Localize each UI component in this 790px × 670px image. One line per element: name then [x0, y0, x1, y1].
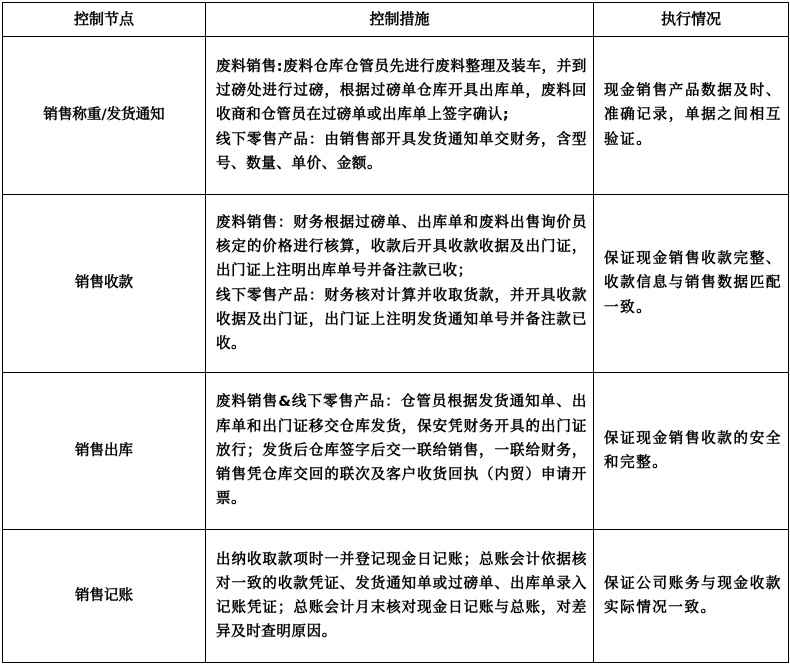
- control-table: [2, 2, 789, 663]
- control-measure-cell: [206, 37, 594, 195]
- control-node-cell: 销售记账: [3, 530, 206, 663]
- measure-paragraph: 废料销售&线下零售产品：仓管员根据发货通知单、出库单和出门证移交仓库发货，保安凭财务开具的出门证放行；发货后仓库签字后交一联给销售，一联给财务，销售凭仓库交回的联次及客户收货回执（内贸）申请开票。: [216, 394, 587, 508]
- control-measure-cell: [206, 373, 594, 530]
- measure-paragraph: 线下零售产品：财务核对计算并收取货款，并开具收款收据及出门证，出门证上注明发货通知单号并备注款已收。: [216, 287, 587, 352]
- execution-status-cell: 现金销售产品数据及时、准确记录，单据之间相互验证。: [594, 37, 789, 195]
- control-node-cell: 销售称重/发货通知: [3, 37, 206, 195]
- measure-paragraph: 废料销售：财务根据过磅单、出库单和废料出售询价员核定的价格进行核算，收款后开具收款收据及出门证，出门证上注明出库单号并备注款已收；: [216, 214, 587, 280]
- table-row: [3, 373, 789, 530]
- header-row: [3, 3, 789, 37]
- header-control-measure: 控制措施: [206, 3, 594, 37]
- control-node-cell: 销售收款: [3, 195, 206, 373]
- table-row: [3, 37, 789, 195]
- header-control-node: 控制节点: [3, 3, 206, 37]
- execution-status-cell: 保证公司账务与现金收款实际情况一致。: [594, 530, 789, 663]
- control-node-cell: 销售出库: [3, 373, 206, 530]
- table-row: [3, 195, 789, 373]
- execution-status-cell: 保证现金销售收款的安全和完整。: [594, 373, 789, 530]
- measure-paragraph: 线下零售产品：由销售部开具发货通知单交财务，含型号、数量、单价、金额。: [216, 131, 587, 172]
- execution-status-cell: 保证现金销售收款完整、收款信息与销售数据匹配一致。: [594, 195, 789, 373]
- table-row: [3, 530, 789, 663]
- measure-paragraph: 出纳收取款项时一并登记现金日记账；总账会计依据核对一致的收款凭证、发货通知单或过磅单、出库单录入记账凭证；总账会计月末核对现金日记账与总账，对差异及时查明原因。: [216, 551, 587, 641]
- measure-paragraph: 废料销售:废料仓库仓管员先进行废料整理及装车，并到过磅处进行过磅，根据过磅单仓库开具出库单，废料回收商和仓管员在过磅单或出库单上签字确认;: [216, 58, 587, 124]
- control-measure-cell: [206, 195, 594, 373]
- control-measure-cell: [206, 530, 594, 663]
- header-execution-status: 执行情况: [594, 3, 789, 37]
